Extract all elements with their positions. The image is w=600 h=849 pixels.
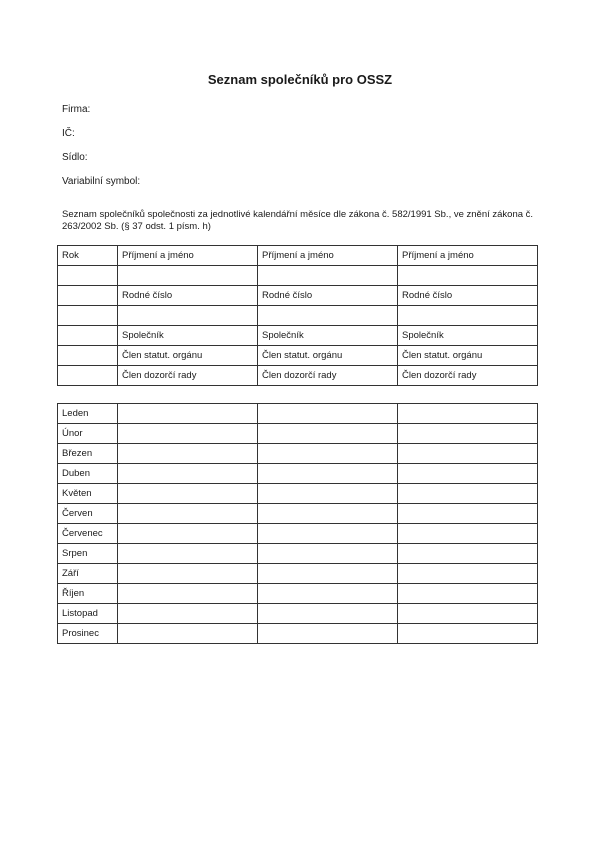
header-table-row [58,366,538,386]
field-variable-symbol-label: Variabilní symbol: [62,176,141,187]
month-row [58,424,538,444]
header-table-cell: Rodné číslo [118,286,258,306]
month-row [58,604,538,624]
month-label: Prosinec [58,624,118,644]
header-table-cell: Člen dozorčí rady [398,366,538,386]
month-label: Březen [58,444,118,464]
header-table-cell [58,306,118,326]
month-row [58,484,538,504]
month-entry-cell [258,404,398,424]
month-label: Srpen [58,544,118,564]
month-row [58,504,538,524]
header-table-row [58,246,538,266]
month-entry-cell [118,604,258,624]
header-table-cell: Člen dozorčí rady [118,366,258,386]
header-table-cell [258,306,398,326]
header-table-cell: Rok [58,246,118,266]
month-label: Únor [58,424,118,444]
month-entry-cell [118,484,258,504]
header-table-cell: Společník [398,326,538,346]
month-label: Červenec [58,524,118,544]
month-label: Listopad [58,604,118,624]
field-ic-label: IČ: [62,128,75,139]
month-label: Září [58,564,118,584]
header-table-cell: Člen statut. orgánu [398,346,538,366]
month-entry-cell [398,604,538,624]
month-entry-cell [118,424,258,444]
description-text: Seznam společníků společnosti za jednotlivé kalendářní měsíce dle zákona č. 582/1991 Sb., ve znění zákona č. 263/2002 Sb. (§ 37 odst. 1 písm. h) [62,209,534,232]
header-table-cell: Člen dozorčí rady [258,366,398,386]
month-entry-cell [258,624,398,644]
month-row [58,584,538,604]
partners-header-table [57,245,538,386]
month-label: Duben [58,464,118,484]
month-label: Červen [58,504,118,524]
monthly-table [57,403,538,644]
month-entry-cell [258,584,398,604]
header-table-row [58,286,538,306]
header-table-cell: Příjmení a jméno [258,246,398,266]
month-entry-cell [118,444,258,464]
month-entry-cell [398,504,538,524]
header-table-cell: Příjmení a jméno [398,246,538,266]
month-entry-cell [118,464,258,484]
month-entry-cell [118,564,258,584]
header-table-row [58,266,538,286]
month-entry-cell [258,424,398,444]
document-title: Seznam společníků pro OSSZ [207,72,393,87]
month-entry-cell [398,524,538,544]
header-table-cell: Člen statut. orgánu [118,346,258,366]
header-table-cell: Člen statut. orgánu [258,346,398,366]
month-entry-cell [398,564,538,584]
month-entry-cell [398,404,538,424]
month-entry-cell [118,544,258,564]
header-table-cell [258,266,398,286]
month-entry-cell [258,464,398,484]
header-table-row [58,326,538,346]
month-entry-cell [118,624,258,644]
month-entry-cell [258,524,398,544]
month-entry-cell [118,504,258,524]
header-table-cell [58,366,118,386]
field-firma-label: Firma: [62,104,91,115]
month-label: Leden [58,404,118,424]
month-entry-cell [118,584,258,604]
month-entry-cell [258,564,398,584]
month-label: Květen [58,484,118,504]
header-table-cell [398,266,538,286]
month-row [58,464,538,484]
month-entry-cell [398,484,538,504]
month-row [58,624,538,644]
header-table-cell: Rodné číslo [258,286,398,306]
header-table-cell [58,286,118,306]
header-table-cell: Rodné číslo [398,286,538,306]
month-row [58,404,538,424]
month-entry-cell [258,484,398,504]
header-table-cell: Společník [118,326,258,346]
header-table-cell: Příjmení a jméno [118,246,258,266]
month-entry-cell [398,424,538,444]
month-entry-cell [258,504,398,524]
month-entry-cell [398,544,538,564]
month-entry-cell [258,444,398,464]
header-table-cell [58,346,118,366]
month-row [58,544,538,564]
month-entry-cell [118,404,258,424]
header-table-cell [58,326,118,346]
month-row [58,524,538,544]
month-entry-cell [398,464,538,484]
header-table-cell [118,306,258,326]
header-table-row [58,346,538,366]
month-entry-cell [118,524,258,544]
month-entry-cell [398,584,538,604]
month-entry-cell [258,544,398,564]
month-row [58,444,538,464]
header-table-cell [118,266,258,286]
header-table-cell: Společník [258,326,398,346]
month-entry-cell [398,624,538,644]
month-entry-cell [398,444,538,464]
month-entry-cell [258,604,398,624]
field-sidlo-label: Sídlo: [62,152,88,163]
month-label: Říjen [58,584,118,604]
header-table-cell [398,306,538,326]
header-table-row [58,306,538,326]
header-table-cell [58,266,118,286]
month-row [58,564,538,584]
